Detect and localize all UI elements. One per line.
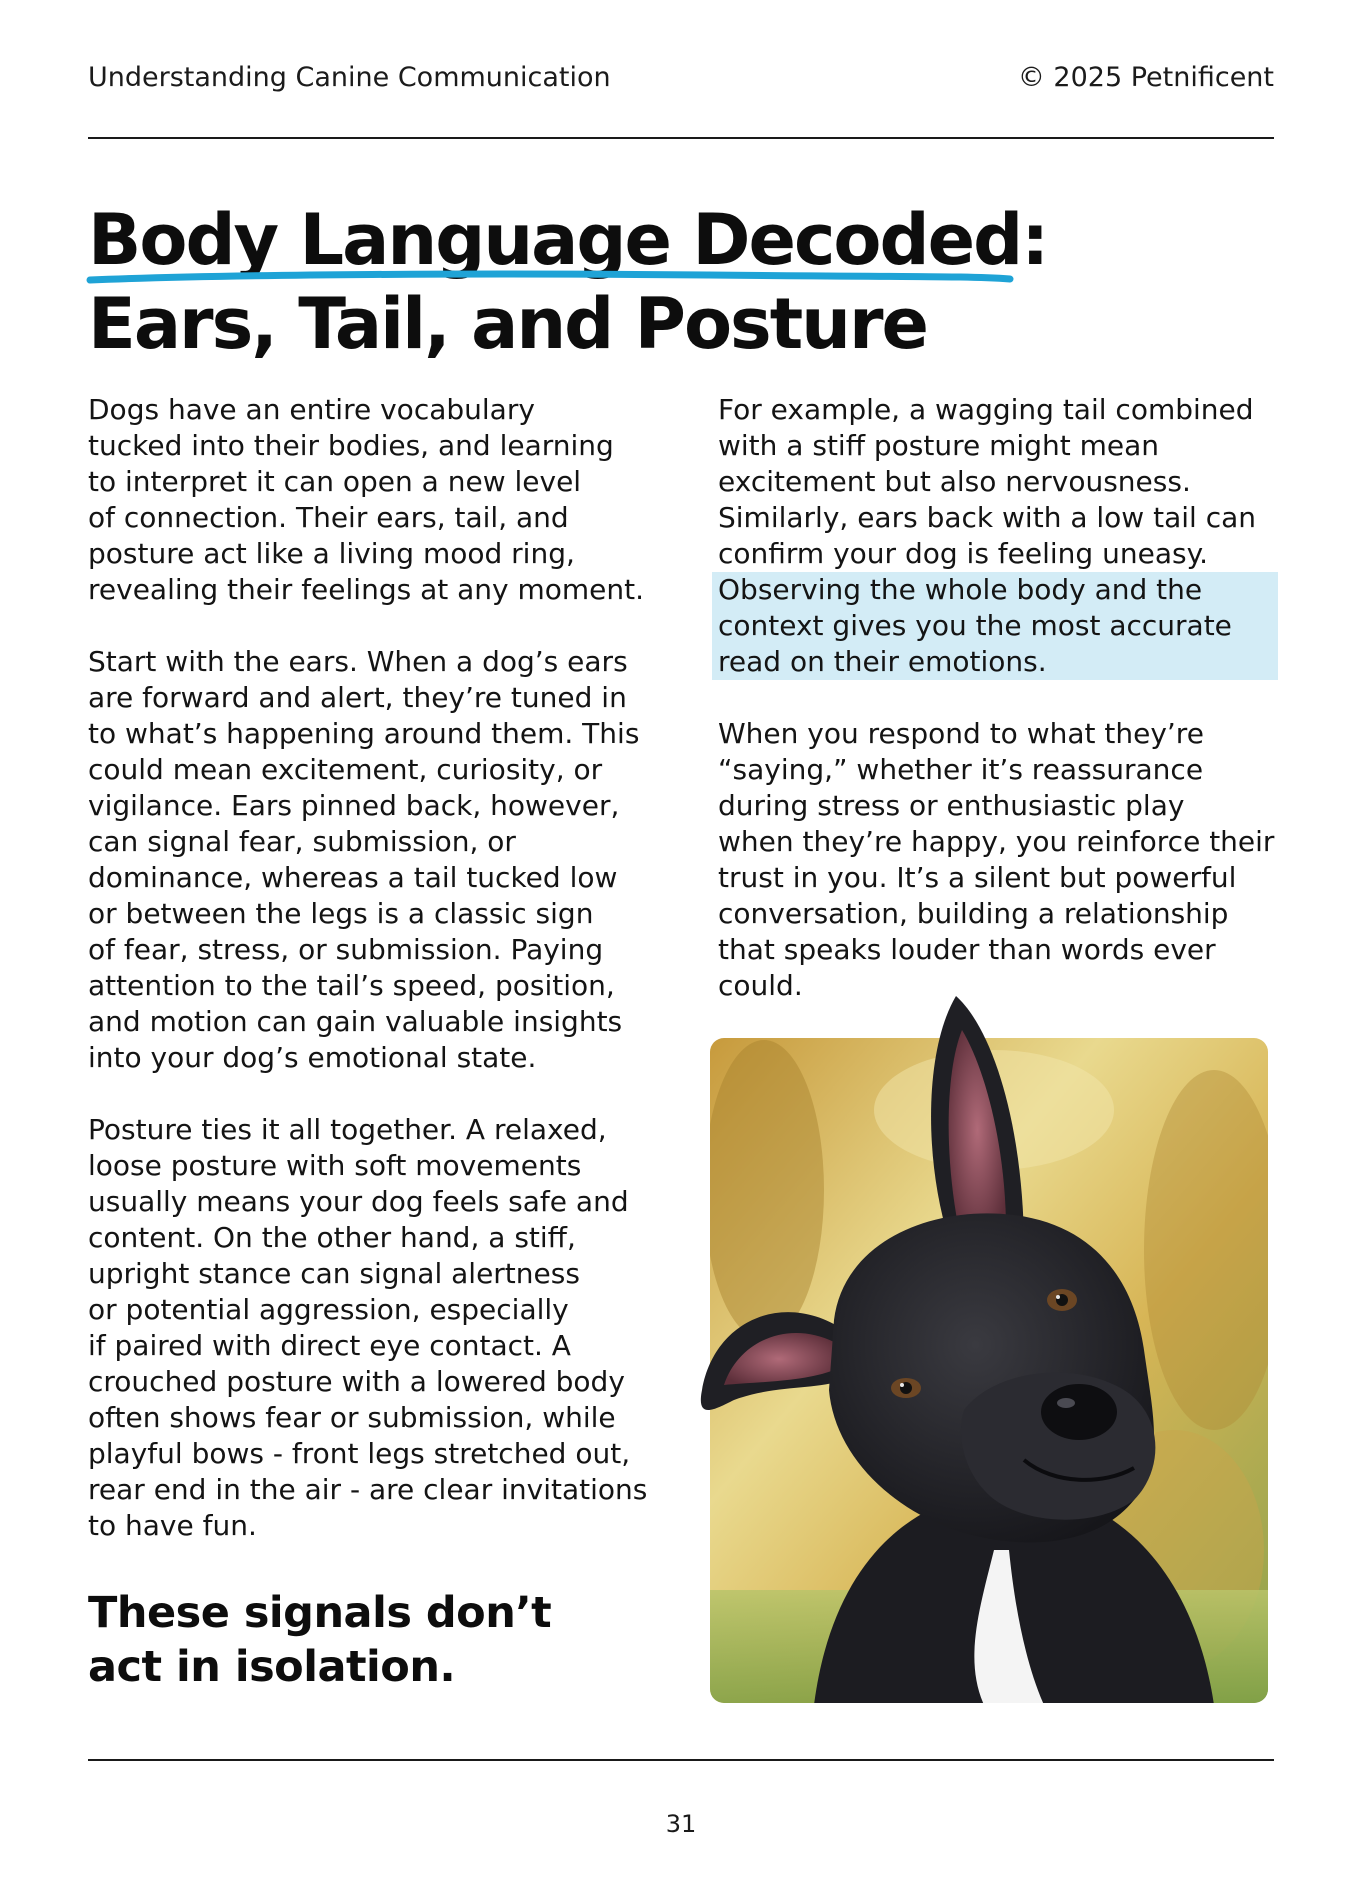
paragraph-intro: Dogs have an entire vocabulary tucked into their bodies, and learning to interpret it can open a new level of connection. Their ears, tail, and posture act like a living mood ring, revealing their feelings at any moment. [88, 393, 645, 606]
paragraph-ears-tail: Start with the ears. When a dog’s ears are forward and alert, they’re tuned in to what’s happening around them. This could mean excitement, curiosity, or vigilance. Ears pinned back, however, can signal fear, submission, or dominance, whereas a tail tucked low or between the legs is a classic sign of fear, stress, or submission. Paying attention to the tail’s speed, position, and motion can gain valuable insights into your dog’s emotional state. [88, 645, 640, 1074]
right-column [718, 392, 1278, 1040]
title-line-2: Ears, Tail, and Posture [88, 283, 928, 365]
header-copyright: © 2025 Petnificent [1017, 62, 1274, 93]
page-number: 31 [665, 1810, 697, 1838]
left-column [88, 392, 663, 1580]
paragraph-example: For example, a wagging tail combined with a stiff posture might mean excitement but also nervousness. Similarly, ears back with a low tail can confirm your dog is feeling uneasy. Observing the whole body and the context gives you the most accurate read on their emotions. [718, 392, 1278, 680]
footer-divider [88, 1759, 1274, 1761]
title-line-1: Body Language Decoded: [88, 199, 1048, 281]
highlighted-line: read on their emotions. [712, 644, 1278, 680]
dog-photo [694, 990, 1274, 1705]
paragraph-posture: Posture ties it all together. A relaxed, loose posture with soft movements usually means your dog feels safe and content. On the other hand, a stiff, upright stance can signal alertness or potential aggression, especially if paired with direct eye contact. A crouched posture with a lowered body often shows fear or submission, while playful bows - front legs stretched out, rear end in the air - are clear invitations to have fun. [88, 1113, 648, 1542]
paragraph-respond: When you respond to what they’re “saying,” whether it’s reassurance during stress or enthusiastic play when they’re happy, you reinforce their trust in you. It’s a silent but powerful conversation, building a relationship that speaks louder than words ever could. [718, 717, 1275, 1002]
header-book-title: Understanding Canine Communication [88, 62, 611, 93]
header-divider [88, 137, 1274, 139]
running-header [88, 62, 1274, 102]
title-underline [88, 270, 1014, 288]
highlighted-line: Observing the whole body and the [712, 572, 1278, 608]
callout-heading: These signals don’t act in isolation. [88, 1588, 552, 1692]
highlighted-line: context gives you the most accurate [712, 608, 1278, 644]
